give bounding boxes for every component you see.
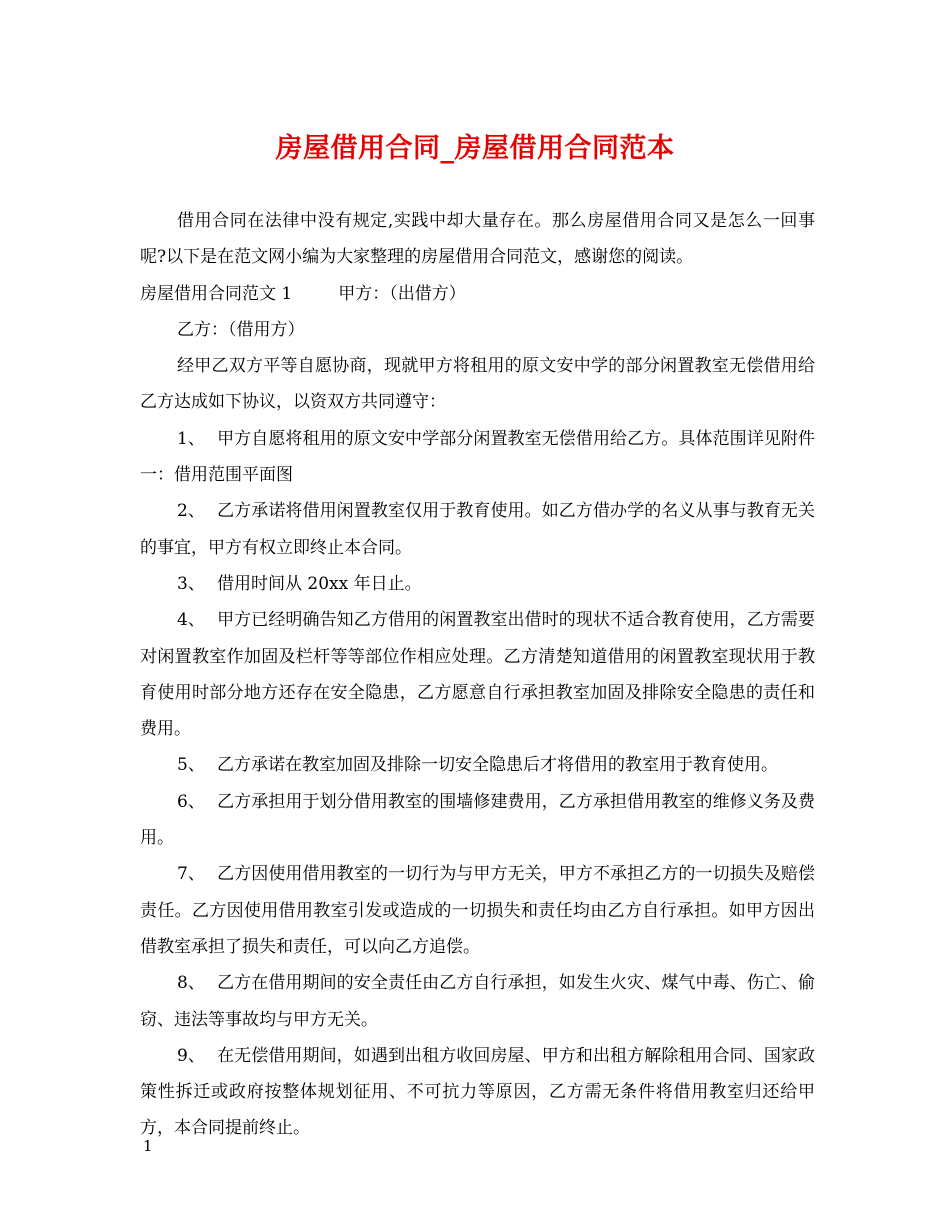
clause-item — [140, 856, 815, 965]
clause-text: 乙方承担用于划分借用教室的围墙修建费用，乙方承担借用教室的维修义务及费用。 — [140, 791, 815, 849]
clause-text: 乙方承诺将借用闲置教室仅用于教育使用。如乙方借办学的名义从事与教育无关的事宜，甲方有权立即终止本合同。 — [140, 501, 815, 558]
clause-text: 甲方已经明确告知乙方借用的闲置教室出借时的现状不适合教育使用，乙方需要对闲置教室作加固及栏杆等等部位作相应处理。乙方清楚知道借用的闲置教室现状用于教育使用时部分地方还存在安全隐患，乙方愿意自行承担教室加固及排除安全隐患的责任和费用。 — [140, 610, 815, 740]
clause-text: 在无偿借用期间，如遇到出租方收回房屋、甲方和出租方解除租用合同、国家政策性拆迁或政府按整体规划征用、不可抗力等原因，乙方需无条件将借用教室归还给甲方，本合同提前终止。 — [140, 1045, 815, 1139]
clause-number: 7、 — [177, 864, 205, 885]
party-b-line: 乙方：（借用方） — [177, 319, 305, 340]
sample-heading: 房屋借用合同范文 1 — [140, 283, 293, 304]
clause-text: 借用时间从 20xx 年日止。 — [217, 573, 422, 594]
clause-item — [140, 784, 815, 857]
clause-number: 4、 — [177, 610, 205, 631]
clause-number: 8、 — [177, 973, 205, 994]
clause-item — [140, 566, 815, 602]
clause-number: 1、 — [177, 428, 205, 449]
document-body — [140, 203, 815, 1147]
clause-number: 6、 — [177, 791, 205, 812]
sample-heading-line — [140, 276, 815, 312]
clause-number: 3、 — [177, 573, 205, 594]
clause-text: 甲方自愿将租用的原文安中学部分闲置教室无偿借用给乙方。具体范围详见附件一：借用范围平面图 — [140, 428, 815, 486]
clause-number: 2、 — [177, 501, 205, 522]
page-number: 1 — [143, 1137, 153, 1155]
clause-text: 乙方承诺在教室加固及排除一切安全隐患后才将借用的教室用于教育使用。 — [217, 755, 778, 776]
clause-item — [140, 747, 815, 783]
clause-item — [140, 1038, 815, 1147]
clause-item — [140, 493, 815, 566]
clause-text: 乙方在借用期间的安全责任由乙方自行承担，如发生火灾、煤气中毒、伤亡、偷窃、违法等事故均与甲方无关。 — [140, 973, 815, 1030]
clause-number: 5、 — [177, 755, 205, 776]
clause-item — [140, 602, 815, 747]
document-title: 房屋借用合同_房屋借用合同范本 — [275, 133, 675, 164]
intro-paragraph: 借用合同在法律中没有规定,实践中却大量存在。那么房屋借用合同又是怎么一回事呢?以下是在范文网小编为大家整理的房屋借用合同范文，感谢您的阅读。 — [140, 211, 815, 268]
party-a-line: 甲方：（出借方） — [338, 283, 466, 304]
clause-number: 9、 — [177, 1045, 205, 1066]
preamble-paragraph: 经甲乙双方平等自愿协商，现就甲方将租用的原文安中学的部分闲置教室无偿借用给乙方达成如下协议，以资双方共同遵守： — [140, 356, 815, 413]
clause-text: 乙方因使用借用教室的一切行为与甲方无关，甲方不承担乙方的一切损失及赔偿责任。乙方因使用借用教室引发或造成的一切损失和责任均由乙方自行承担。如甲方因出借教室承担了损失和责任，可以向乙方追偿。 — [140, 864, 815, 957]
clause-item — [140, 421, 815, 494]
clause-item — [140, 965, 815, 1038]
